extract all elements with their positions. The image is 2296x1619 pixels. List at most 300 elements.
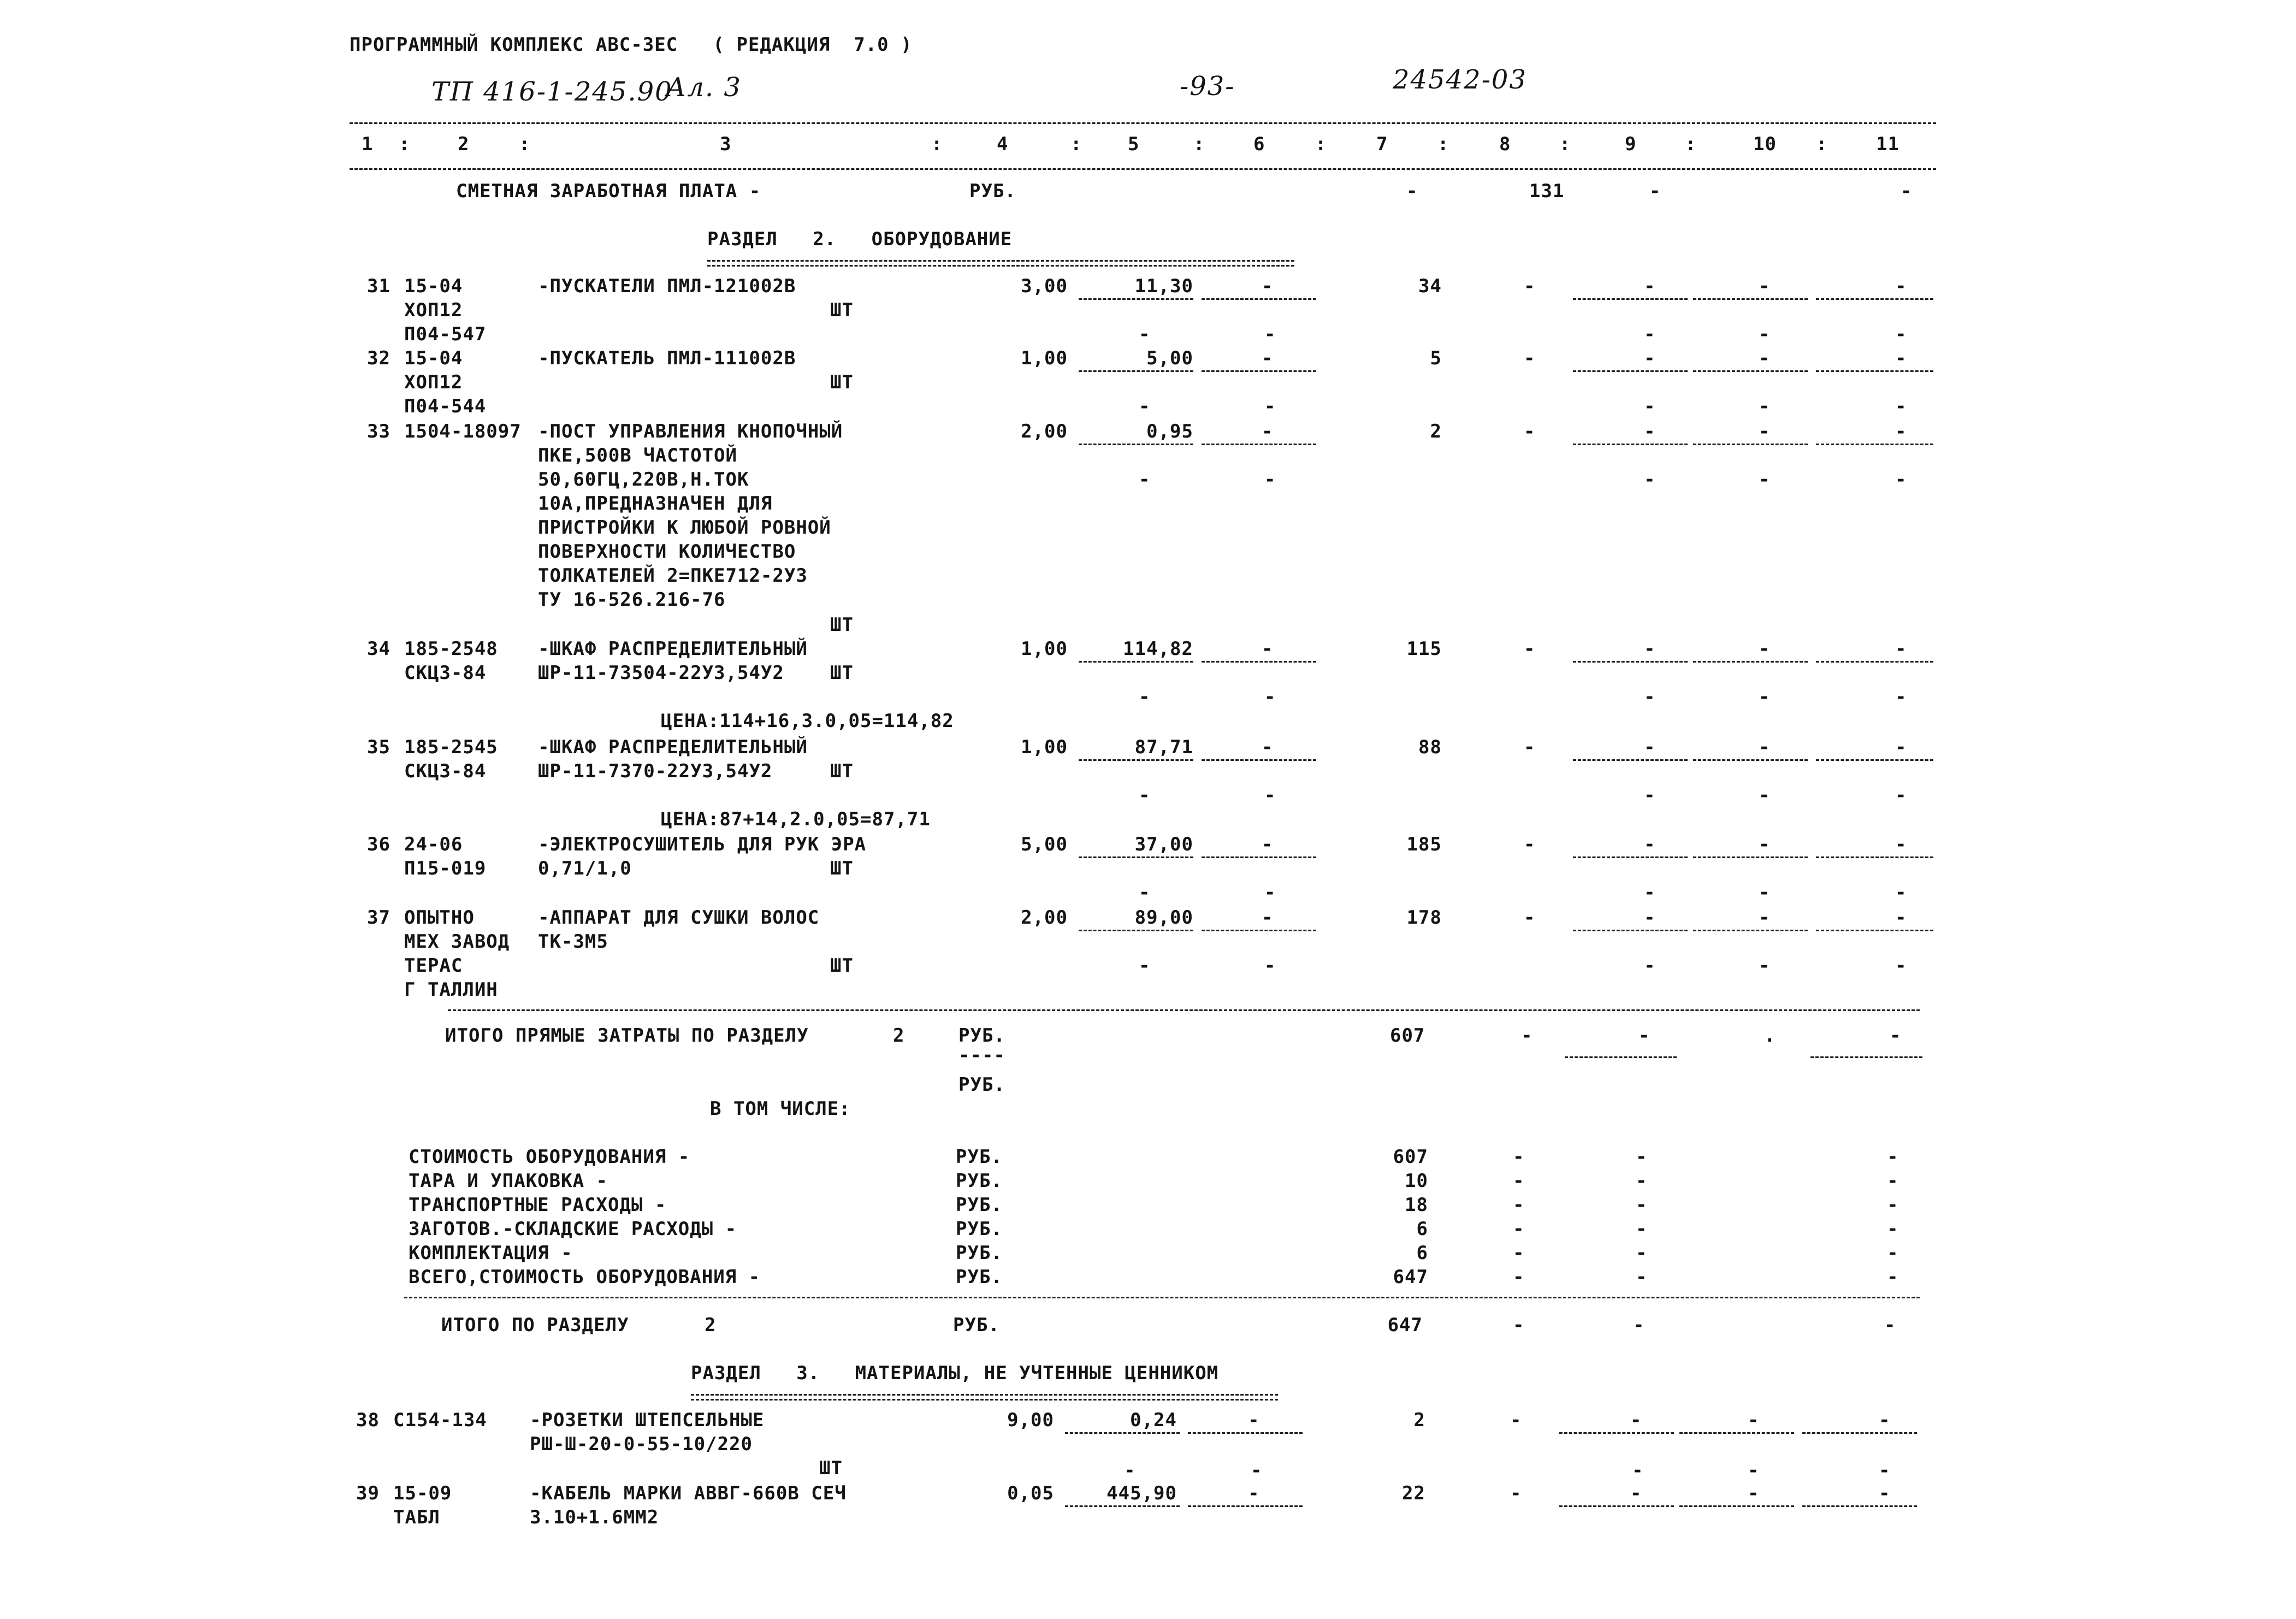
item-description: -ЭЛЕКТРОСУШИТЕЛЬ ДЛЯ РУК ЭРА xyxy=(538,834,867,855)
column-header: : xyxy=(1685,133,1697,155)
column-header: : xyxy=(1559,133,1571,155)
item-col7: 5 xyxy=(1430,347,1442,369)
item-col11: - xyxy=(1895,347,1907,369)
item-description: ТК-ЗМ5 xyxy=(538,931,608,953)
item-subtotal-rule xyxy=(1816,759,1933,761)
unit-measure: ШТ xyxy=(819,1457,843,1479)
item-code: 15-09 xyxy=(393,1482,452,1504)
item-col10: - xyxy=(1759,347,1771,369)
item-subtotal-rule xyxy=(1079,930,1193,931)
section-2-items-end xyxy=(448,1009,1920,1011)
item-price: 11,30 xyxy=(1134,275,1193,297)
unit-measure: ШТ xyxy=(830,858,854,879)
item-subtotal-rule xyxy=(1202,370,1316,372)
item-subtotal-rule xyxy=(1559,1432,1674,1434)
item-col8: - xyxy=(1524,638,1536,660)
item-col6: - xyxy=(1262,347,1274,369)
item-subtotal-rule xyxy=(1679,1505,1794,1507)
breakdown-empty-cell: - xyxy=(1636,1170,1648,1192)
item-second-row-c6: - xyxy=(1251,1460,1263,1481)
item-col8: - xyxy=(1524,834,1536,855)
item-code: 15-04 xyxy=(404,275,463,297)
item-second-row-c9: - xyxy=(1644,323,1656,345)
item-quantity: 2,00 xyxy=(1021,907,1068,929)
item-description: -ПУСКАТЕЛИ ПМЛ-121002В xyxy=(538,275,796,297)
breakdown-empty-cell: - xyxy=(1513,1266,1525,1288)
wage-col8: 131 xyxy=(1529,180,1565,202)
item-col9: - xyxy=(1644,834,1656,855)
section-total-empty-cell: - xyxy=(1513,1314,1525,1336)
item-subtotal-rule xyxy=(1573,930,1688,931)
unit-measure: ШТ xyxy=(830,662,854,684)
section-total-empty-cell: - xyxy=(1633,1314,1645,1336)
item-subtotal-rule xyxy=(1802,1505,1917,1507)
item-subtotal-rule xyxy=(1816,444,1933,445)
item-code: 15-04 xyxy=(404,347,463,369)
unit-measure: ШТ xyxy=(830,760,854,782)
item-second-row-c11: - xyxy=(1895,882,1907,903)
total-direct-label: ИТОГО ПРЯМЫЕ ЗАТРАТЫ ПО РАЗДЕЛУ xyxy=(445,1025,809,1047)
item-subtotal-rule xyxy=(1693,759,1808,761)
item-col11: - xyxy=(1879,1482,1891,1504)
item-col10: - xyxy=(1759,421,1771,442)
item-subtotal-rule xyxy=(1202,298,1316,300)
column-header: : xyxy=(1315,133,1327,155)
item-quantity: 1,00 xyxy=(1021,638,1068,660)
item-second-row-c9: - xyxy=(1632,1460,1644,1481)
column-header: : xyxy=(519,133,531,155)
item-code: С154-134 xyxy=(393,1409,487,1431)
item-subtotal-rule xyxy=(1573,370,1688,372)
breakdown-empty-cell: - xyxy=(1887,1170,1899,1192)
item-second-row-c10: - xyxy=(1759,395,1771,417)
item-second-row-c10: - xyxy=(1748,1460,1760,1481)
item-col11: - xyxy=(1895,834,1907,855)
total-direct-col10: . xyxy=(1764,1025,1776,1047)
item-code: ТЕРАС xyxy=(404,955,463,977)
item-subtotal-rule xyxy=(1202,661,1316,663)
item-col10: - xyxy=(1759,907,1771,929)
item-description: -ПУСКАТЕЛЬ ПМЛ-111002В xyxy=(538,347,796,369)
item-code: 1504-18097 xyxy=(404,421,522,442)
item-col10: - xyxy=(1759,275,1771,297)
breakdown-value: 607 xyxy=(1393,1146,1428,1168)
column-header: 5 xyxy=(1128,133,1140,155)
section-2-title: РАЗДЕЛ 2. ОБОРУДОВАНИЕ xyxy=(707,228,1013,250)
breakdown-empty-cell: - xyxy=(1513,1194,1525,1216)
breakdown-unit: РУБ. xyxy=(956,1170,1003,1192)
item-description: 50,60ГЦ,220В,Н.ТОК xyxy=(538,469,749,491)
section-total-label: ИТОГО ПО РАЗДЕЛУ xyxy=(441,1314,629,1336)
section-total-value: 647 xyxy=(1387,1314,1423,1336)
item-second-row-price: - xyxy=(1139,395,1151,417)
item-second-row-price: - xyxy=(1139,686,1151,708)
column-header: 9 xyxy=(1625,133,1637,155)
item-description: -ПОСТ УПРАВЛЕНИЯ КНОПОЧНЫЙ xyxy=(538,421,843,442)
unit-measure: ШТ xyxy=(830,371,854,393)
item-col11: - xyxy=(1895,421,1907,442)
item-code: 24-06 xyxy=(404,834,463,855)
total-direct-col7: 607 xyxy=(1390,1025,1425,1047)
item-quantity: 3,00 xyxy=(1021,275,1068,297)
wage-unit: РУБ. xyxy=(969,180,1016,202)
item-second-row-c6: - xyxy=(1264,955,1276,977)
item-subtotal-rule xyxy=(1573,661,1688,663)
item-col6: - xyxy=(1262,275,1274,297)
item-quantity: 1,00 xyxy=(1021,736,1068,758)
item-col8: - xyxy=(1510,1482,1522,1504)
item-col8: - xyxy=(1524,907,1536,929)
item-description: 0,71/1,0 xyxy=(538,858,632,879)
item-quantity: 9,00 xyxy=(1007,1409,1054,1431)
item-second-row-price: - xyxy=(1124,1460,1136,1481)
item-subtotal-rule xyxy=(1202,759,1316,761)
item-subtotal-rule xyxy=(1079,856,1193,858)
item-second-row-c9: - xyxy=(1644,955,1656,977)
item-price: 37,00 xyxy=(1134,834,1193,855)
item-second-row-c6: - xyxy=(1264,784,1276,806)
breakdown-label: ЗАГОТОВ.-СКЛАДСКИЕ РАСХОДЫ - xyxy=(409,1218,737,1240)
column-header: 1 xyxy=(362,133,374,155)
item-col11: - xyxy=(1895,638,1907,660)
total-direct-section: 2 xyxy=(893,1025,905,1047)
header-rule-top xyxy=(350,122,1936,124)
item-description: 10А,ПРЕДНАЗНАЧЕН ДЛЯ xyxy=(538,493,773,515)
item-number: 33 xyxy=(367,421,390,442)
item-second-row-c6: - xyxy=(1264,686,1276,708)
item-second-row-c11: - xyxy=(1895,395,1907,417)
including-label: В ТОМ ЧИСЛЕ: xyxy=(710,1098,851,1120)
total-direct-dashes: ---- xyxy=(958,1044,1005,1066)
item-col7: 115 xyxy=(1406,638,1442,660)
section-3-underline xyxy=(691,1394,1278,1401)
item-subtotal-rule xyxy=(1079,370,1193,372)
item-col7: 2 xyxy=(1430,421,1442,442)
item-col6: - xyxy=(1262,638,1274,660)
item-second-row-c9: - xyxy=(1644,882,1656,903)
item-subtotal-rule xyxy=(1802,1432,1917,1434)
item-description: ШР-11-73504-22УЗ,54У2 xyxy=(538,662,784,684)
total-direct-unit-2: РУБ. xyxy=(958,1074,1005,1096)
item-subtotal-rule xyxy=(1188,1505,1303,1507)
item-col10: - xyxy=(1748,1482,1760,1504)
item-subtotal-rule xyxy=(1816,370,1933,372)
item-col7: 178 xyxy=(1406,907,1442,929)
item-second-row-price: - xyxy=(1139,784,1151,806)
item-subtotal-rule xyxy=(1573,298,1688,300)
breakdown-empty-cell: - xyxy=(1513,1170,1525,1192)
breakdown-empty-cell: - xyxy=(1887,1266,1899,1288)
wage-col7: - xyxy=(1406,180,1418,202)
breakdown-empty-cell: - xyxy=(1513,1242,1525,1264)
section-3-title: РАЗДЕЛ 3. МАТЕРИАЛЫ, НЕ УЧТЕННЫЕ ЦЕННИКОМ xyxy=(691,1362,1219,1384)
item-col8: - xyxy=(1524,347,1536,369)
item-second-row-c10: - xyxy=(1759,686,1771,708)
header-rule-bottom xyxy=(350,168,1936,170)
total-direct-col9: - xyxy=(1638,1025,1650,1047)
item-second-row-c10: - xyxy=(1759,955,1771,977)
item-code: ХОП12 xyxy=(404,299,463,321)
breakdown-value: 18 xyxy=(1405,1194,1428,1216)
item-col10: - xyxy=(1759,638,1771,660)
column-header: 8 xyxy=(1499,133,1511,155)
item-description: РШ-Ш-20-0-55-10/220 xyxy=(530,1433,753,1455)
breakdown-empty-cell: - xyxy=(1887,1194,1899,1216)
wage-col11: - xyxy=(1901,180,1913,202)
item-price: 89,00 xyxy=(1134,907,1193,929)
item-price: 87,71 xyxy=(1134,736,1193,758)
item-number: 35 xyxy=(367,736,390,758)
total-direct-unit: РУБ. xyxy=(958,1025,1005,1047)
item-col9: - xyxy=(1644,421,1656,442)
item-second-row-c11: - xyxy=(1879,1460,1891,1481)
item-code: СКЦЗ-84 xyxy=(404,760,487,782)
item-subtotal-rule xyxy=(1202,856,1316,858)
breakdown-label: ВСЕГО,СТОИМОСТЬ ОБОРУДОВАНИЯ - xyxy=(409,1266,761,1288)
item-col6: - xyxy=(1262,834,1274,855)
breakdown-empty-cell: - xyxy=(1636,1194,1648,1216)
breakdown-empty-cell: - xyxy=(1887,1242,1899,1264)
item-subtotal-rule xyxy=(1079,444,1193,445)
item-col9: - xyxy=(1644,347,1656,369)
breakdown-label: ТАРА И УПАКОВКА - xyxy=(409,1170,608,1192)
breakdown-value: 6 xyxy=(1416,1218,1428,1240)
item-subtotal-rule xyxy=(1816,661,1933,663)
item-col7: 88 xyxy=(1418,736,1442,758)
item-subtotal-rule xyxy=(1573,759,1688,761)
item-code: 185-2545 xyxy=(404,736,498,758)
breakdown-value: 6 xyxy=(1416,1242,1428,1264)
total-direct-col8: - xyxy=(1521,1025,1533,1047)
breakdown-empty-cell: - xyxy=(1887,1146,1899,1168)
breakdown-empty-cell: - xyxy=(1636,1146,1648,1168)
project-code: ТП 416-1-245.90 xyxy=(431,76,673,107)
breakdown-label: КОМПЛЕКТАЦИЯ - xyxy=(409,1242,573,1264)
breakdown-empty-cell: - xyxy=(1636,1218,1648,1240)
item-description: ТОЛКАТЕЛЕЙ 2=ПКЕ712-2УЗ xyxy=(538,565,808,587)
column-header: : xyxy=(1816,133,1828,155)
item-second-row-c10: - xyxy=(1759,882,1771,903)
breakdown-unit: РУБ. xyxy=(956,1146,1003,1168)
breakdown-rule xyxy=(404,1297,1920,1298)
item-code: 185-2548 xyxy=(404,638,498,660)
item-description: ПРИСТРОЙКИ К ЛЮБОЙ РОВНОЙ xyxy=(538,517,831,539)
item-col6: - xyxy=(1248,1482,1260,1504)
item-code: ТАБЛ xyxy=(393,1506,440,1528)
unit-measure: ШТ xyxy=(830,614,854,636)
item-code: ОПЫТНО xyxy=(404,907,475,929)
breakdown-empty-cell: - xyxy=(1636,1266,1648,1288)
item-col11: - xyxy=(1895,736,1907,758)
item-subtotal-rule xyxy=(1679,1432,1794,1434)
breakdown-value: 647 xyxy=(1393,1266,1428,1288)
item-second-row-c9: - xyxy=(1644,686,1656,708)
item-col7: 185 xyxy=(1406,834,1442,855)
item-col8: - xyxy=(1524,736,1536,758)
item-subtotal-rule xyxy=(1079,759,1193,761)
item-subtotal-rule xyxy=(1693,444,1808,445)
item-subtotal-rule xyxy=(1065,1432,1180,1434)
item-col6: - xyxy=(1262,736,1274,758)
item-subtotal-rule xyxy=(1202,930,1316,931)
item-col10: - xyxy=(1748,1409,1760,1431)
item-col11: - xyxy=(1895,907,1907,929)
item-description: ПКЕ,500В ЧАСТОТОЙ xyxy=(538,445,737,466)
item-second-row-c9: - xyxy=(1644,469,1656,491)
item-second-row-price: - xyxy=(1139,323,1151,345)
section-total-empty-cell: - xyxy=(1884,1314,1896,1336)
wage-col9: - xyxy=(1649,180,1661,202)
item-code: СКЦЗ-84 xyxy=(404,662,487,684)
item-subtotal-rule xyxy=(1202,444,1316,445)
item-second-row-price: - xyxy=(1139,955,1151,977)
item-col7: 22 xyxy=(1402,1482,1425,1504)
item-col7: 2 xyxy=(1413,1409,1425,1431)
item-second-row-c11: - xyxy=(1895,784,1907,806)
section-total-section: 2 xyxy=(705,1314,717,1336)
column-header: : xyxy=(931,133,943,155)
item-col8: - xyxy=(1510,1409,1522,1431)
price-calculation-note: ЦЕНА:114+16,3.0,05=114,82 xyxy=(661,710,954,732)
item-subtotal-rule xyxy=(1065,1505,1180,1507)
item-second-row-c6: - xyxy=(1264,395,1276,417)
breakdown-empty-cell: - xyxy=(1513,1218,1525,1240)
item-second-row-price: - xyxy=(1139,469,1151,491)
item-subtotal-rule xyxy=(1816,298,1933,300)
item-price: 0,24 xyxy=(1130,1409,1177,1431)
column-header: 3 xyxy=(720,133,732,155)
item-subtotal-rule xyxy=(1079,661,1193,663)
item-subtotal-rule xyxy=(1559,1505,1674,1507)
item-subtotal-rule xyxy=(1188,1432,1303,1434)
item-second-row-c6: - xyxy=(1264,882,1276,903)
item-col9: - xyxy=(1644,736,1656,758)
breakdown-label: ТРАНСПОРТНЫЕ РАСХОДЫ - xyxy=(409,1194,667,1216)
item-subtotal-rule xyxy=(1573,444,1688,445)
item-second-row-price: - xyxy=(1139,882,1151,903)
column-header: 4 xyxy=(997,133,1009,155)
breakdown-unit: РУБ. xyxy=(956,1266,1003,1288)
item-price: 5,00 xyxy=(1146,347,1193,369)
item-col9: - xyxy=(1644,907,1656,929)
item-description: -ШКАФ РАСПРЕДЕЛИТЕЛЬНЫЙ xyxy=(538,638,808,660)
item-description: ТУ 16-526.216-76 xyxy=(538,589,726,611)
item-description: -РОЗЕТКИ ШТЕПСЕЛЬНЫЕ xyxy=(530,1409,765,1431)
column-header: : xyxy=(1070,133,1082,155)
breakdown-empty-cell: - xyxy=(1887,1218,1899,1240)
column-header: : xyxy=(1193,133,1205,155)
item-col8: - xyxy=(1524,421,1536,442)
unit-measure: ШТ xyxy=(830,299,854,321)
item-col11: - xyxy=(1895,275,1907,297)
item-subtotal-rule xyxy=(1816,856,1933,858)
item-col9: - xyxy=(1644,275,1656,297)
document-number: 24542-03 xyxy=(1393,64,1527,95)
breakdown-unit: РУБ. xyxy=(956,1194,1003,1216)
wage-label: СМЕТНАЯ ЗАРАБОТНАЯ ПЛАТА - xyxy=(456,180,761,202)
item-code: П15-019 xyxy=(404,858,487,879)
item-subtotal-rule xyxy=(1816,930,1933,931)
breakdown-value: 10 xyxy=(1405,1170,1428,1192)
breakdown-empty-cell: - xyxy=(1513,1146,1525,1168)
item-number: 34 xyxy=(367,638,390,660)
item-description: -КАБЕЛЬ МАРКИ АВВГ-660В СЕЧ xyxy=(530,1482,847,1504)
item-col11: - xyxy=(1879,1409,1891,1431)
item-subtotal-rule xyxy=(1693,370,1808,372)
item-code: ХОП12 xyxy=(404,371,463,393)
item-quantity: 5,00 xyxy=(1021,834,1068,855)
item-code: П04-547 xyxy=(404,323,487,345)
item-second-row-c6: - xyxy=(1264,323,1276,345)
item-description: ПОВЕРХНОСТИ КОЛИЧЕСТВО xyxy=(538,541,796,563)
item-code: Г ТАЛЛИН xyxy=(404,979,498,1001)
item-second-row-c9: - xyxy=(1644,395,1656,417)
item-second-row-c11: - xyxy=(1895,686,1907,708)
column-header: 11 xyxy=(1876,133,1899,155)
column-header: 6 xyxy=(1253,133,1265,155)
program-title: ПРОГРАММНЫЙ КОМПЛЕКС АВС-3ЕС ( РЕДАКЦИЯ 7.0 ) xyxy=(350,34,913,56)
item-number: 36 xyxy=(367,834,390,855)
item-number: 32 xyxy=(367,347,390,369)
item-number: 31 xyxy=(367,275,390,297)
album-number: Ал. 3 xyxy=(666,72,742,103)
item-description: -ШКАФ РАСПРЕДЕЛИТЕЛЬНЫЙ xyxy=(538,736,808,758)
item-second-row-c11: - xyxy=(1895,323,1907,345)
item-second-row-c11: - xyxy=(1895,469,1907,491)
item-col7: 34 xyxy=(1418,275,1442,297)
item-second-row-c9: - xyxy=(1644,784,1656,806)
item-col10: - xyxy=(1759,736,1771,758)
column-header: 10 xyxy=(1753,133,1777,155)
item-description: -АППАРАТ ДЛЯ СУШКИ ВОЛОС xyxy=(538,907,820,929)
item-col10: - xyxy=(1759,834,1771,855)
item-col9: - xyxy=(1630,1409,1642,1431)
item-subtotal-rule xyxy=(1573,856,1688,858)
item-code: П04-544 xyxy=(404,395,487,417)
item-quantity: 2,00 xyxy=(1021,421,1068,442)
total-direct-rule xyxy=(1565,1056,1677,1058)
item-col6: - xyxy=(1262,421,1274,442)
column-header: 2 xyxy=(458,133,470,155)
item-subtotal-rule xyxy=(1079,298,1193,300)
item-col8: - xyxy=(1524,275,1536,297)
item-quantity: 1,00 xyxy=(1021,347,1068,369)
total-direct-rule xyxy=(1810,1056,1922,1058)
item-subtotal-rule xyxy=(1693,298,1808,300)
item-col9: - xyxy=(1644,638,1656,660)
breakdown-unit: РУБ. xyxy=(956,1242,1003,1264)
total-direct-col11: - xyxy=(1890,1025,1902,1047)
breakdown-empty-cell: - xyxy=(1636,1242,1648,1264)
item-second-row-c6: - xyxy=(1264,469,1276,491)
item-price: 445,90 xyxy=(1106,1482,1177,1504)
section-2-underline xyxy=(707,260,1294,267)
item-description: 3.10+1.6ММ2 xyxy=(530,1506,659,1528)
item-price: 0,95 xyxy=(1146,421,1193,442)
column-header: : xyxy=(1437,133,1449,155)
item-second-row-c11: - xyxy=(1895,955,1907,977)
item-code: МЕХ ЗАВОД xyxy=(404,931,510,953)
item-subtotal-rule xyxy=(1693,930,1808,931)
item-second-row-c10: - xyxy=(1759,784,1771,806)
column-header: : xyxy=(399,133,411,155)
item-subtotal-rule xyxy=(1693,661,1808,663)
item-number: 38 xyxy=(356,1409,380,1431)
item-number: 39 xyxy=(356,1482,380,1504)
item-subtotal-rule xyxy=(1693,856,1808,858)
item-number: 37 xyxy=(367,907,390,929)
item-price: 114,82 xyxy=(1123,638,1193,660)
